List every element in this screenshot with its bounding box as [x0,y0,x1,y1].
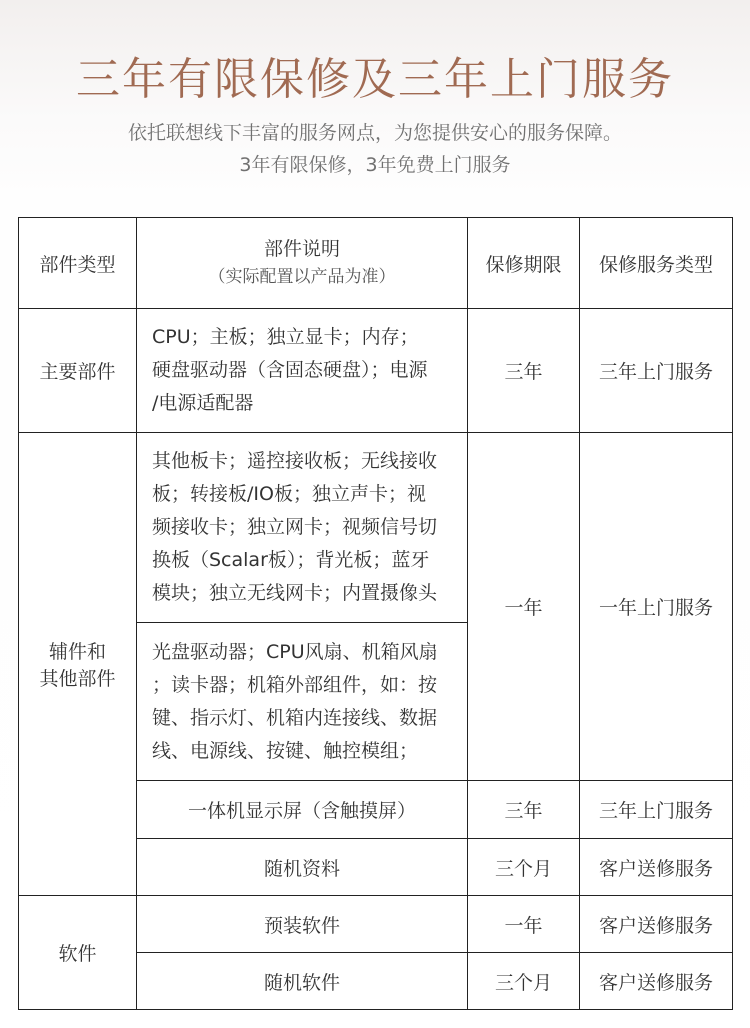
desc-line: 硬盘驱动器（含固态硬盘）；电源 [152,359,428,381]
group-aux-name-line: 辅件和 [48,641,106,663]
desc-line: 键、指示灯、机箱内连接线、数据 [152,706,438,729]
desc-line: 线、电源线、按键、触控模组； [152,739,419,762]
table-header-row [19,218,733,309]
header-desc [137,218,468,309]
warranty-table [18,217,733,1010]
docs-period: 三个月 [468,839,580,896]
group-main-desc [137,309,468,433]
page-title: 三年有限保修及三年上门服务 [76,54,674,105]
group-aux-desc-2 [137,623,468,781]
group-aux-name-line: 其他部件 [39,668,116,690]
group-main-period: 三年 [468,309,580,433]
header-period: 保修期限 [468,218,580,309]
group-aux-name [19,433,137,896]
preinstalled-service: 客户送修服务 [580,896,733,953]
preinstalled-period: 一年 [468,896,580,953]
display-period: 三年 [468,781,580,839]
desc-line: 频接收卡；独立网卡；视频信号切 [152,516,438,538]
group-aux-desc-1 [137,433,468,623]
desc-line: 其他板卡；遥控接收板；无线接收 [152,450,438,472]
group-main-name: 主要部件 [19,309,137,433]
header-desc-note: （实际配置以产品为准） [208,267,396,287]
display-desc: 一体机显示屏（含触摸屏） [137,781,468,839]
desc-line: 光盘驱动器；CPU风扇、机箱风扇 [152,640,438,663]
desc-line: ；读卡器；机箱外部组件，如：按 [152,673,438,696]
group-main-service: 三年上门服务 [580,309,733,433]
table-row [19,309,733,433]
desc-line: CPU；主板；独立显卡；内存； [152,326,419,348]
table-row [19,433,733,623]
header-service: 保修服务类型 [580,218,733,309]
group-aux-service: 一年上门服务 [580,433,733,781]
subtitle-line-2: 3年有限保修，3年免费上门服务 [239,154,511,176]
desc-line: 换板（Scalar板）；背光板；蓝牙 [152,549,430,571]
bundled-period: 三个月 [468,953,580,1010]
bundled-service: 客户送修服务 [580,953,733,1010]
bundled-desc: 随机软件 [137,953,468,1010]
table-row [19,896,733,953]
subtitle-line-1: 依托联想线下丰富的服务网点，为您提供安心的服务保障。 [127,122,622,144]
group-aux-period: 一年 [468,433,580,781]
header-type: 部件类型 [19,218,137,309]
docs-desc: 随机资料 [137,839,468,896]
docs-service: 客户送修服务 [580,839,733,896]
display-service: 三年上门服务 [580,781,733,839]
header-desc-label: 部件说明 [263,238,340,260]
preinstalled-desc: 预装软件 [137,896,468,953]
desc-line: 模块；独立无线网卡；内置摄像头 [152,582,438,604]
group-software-name: 软件 [19,896,137,1010]
desc-line: /电源适配器 [152,392,254,414]
desc-line: 板；转接板/IO板；独立声卡；视 [152,483,426,505]
